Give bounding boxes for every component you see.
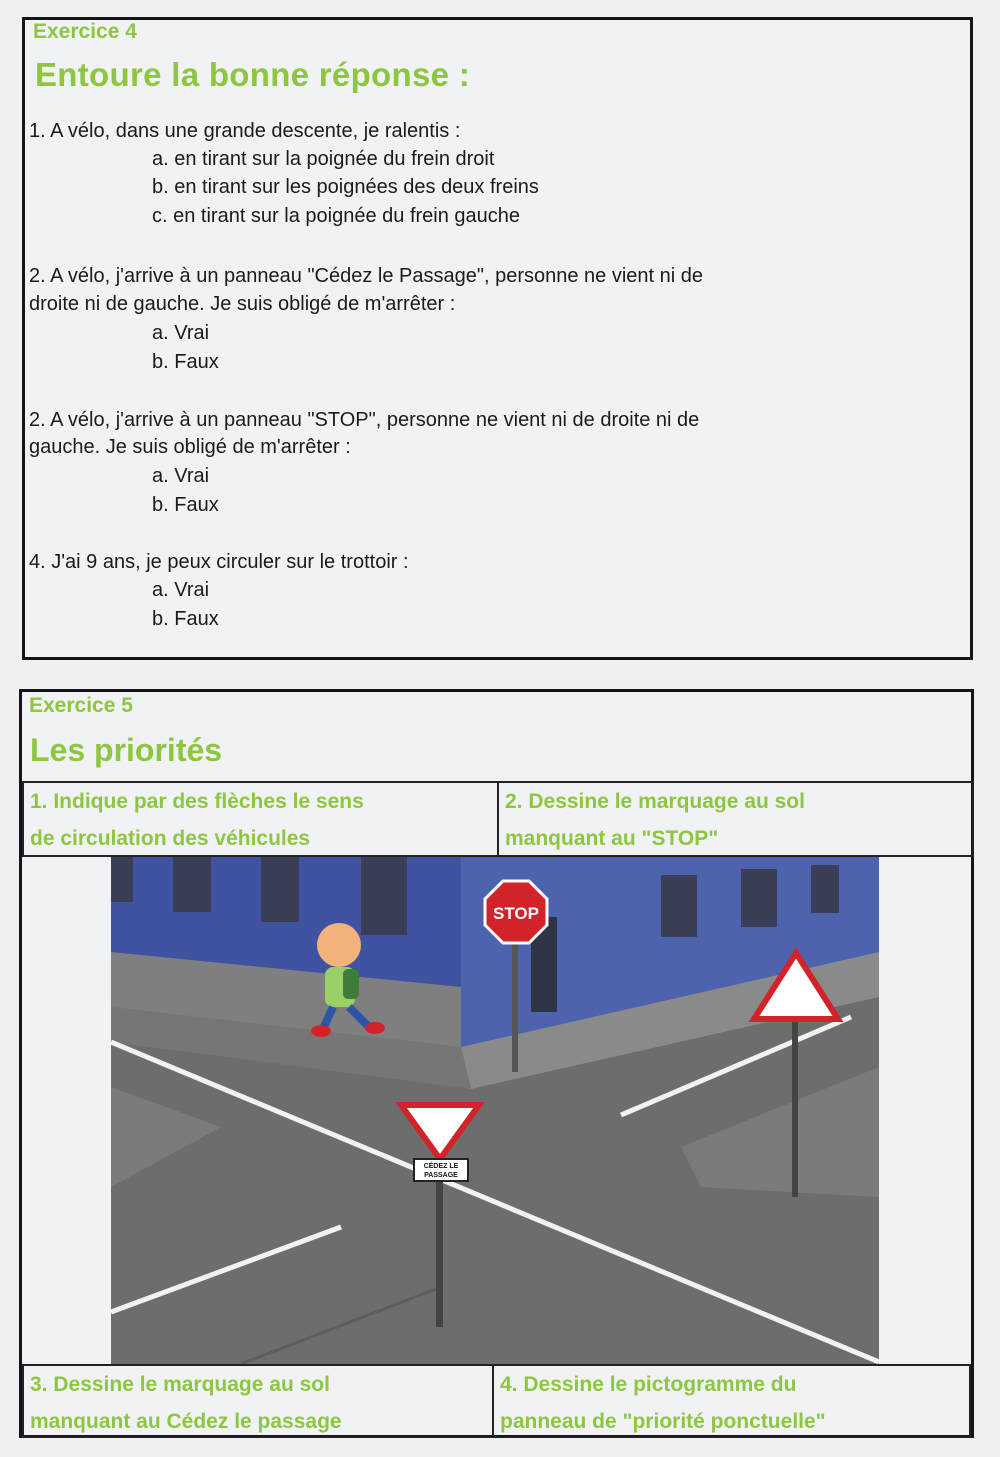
task-1-line-2: de circulation des véhicules xyxy=(30,827,311,850)
road-line-diagonal xyxy=(111,1042,879,1362)
question-1-option-c[interactable]: c. en tirant sur la poignée du frein gauche xyxy=(152,205,521,227)
task-1-cell xyxy=(22,781,499,857)
task-1-line-1: 1. Indique par des flèches le sens xyxy=(30,790,364,813)
question-1: 1. A vélo, dans une grande descente, je ralentis : xyxy=(29,120,461,142)
sidewalk-corner-left xyxy=(111,1087,221,1187)
question-4: 4. J'ai 9 ans, je peux circuler sur le trottoir : xyxy=(29,551,409,573)
exercise-5-title: Les priorités xyxy=(30,732,223,768)
exercise-4-title: Entoure la bonne réponse : xyxy=(35,56,471,93)
intersection-illustration[interactable] xyxy=(111,857,879,1364)
exercise-5-box xyxy=(19,689,974,1438)
intersection-scene xyxy=(111,857,879,1364)
question-2-line-1: 2. A vélo, j'arrive à un panneau "Cédez le Passage", personne ne vient ni de xyxy=(29,265,704,287)
question-3-option-b[interactable]: b. Faux xyxy=(152,494,219,516)
question-1-option-a[interactable]: a. en tirant sur la poignée du frein droit xyxy=(152,148,495,170)
task-2-cell xyxy=(497,781,974,857)
yield-plate-line-1: CÉDEZ LE xyxy=(423,1163,459,1170)
task-3-line-1: 3. Dessine le marquage au sol xyxy=(30,1373,330,1396)
question-3-line-1: 2. A vélo, j'arrive à un panneau "STOP", personne ne vient ni de droite ni de xyxy=(29,409,700,431)
question-3-option-a[interactable]: a. Vrai xyxy=(152,465,210,487)
task-4-line-1: 4. Dessine le pictogramme du xyxy=(500,1373,797,1396)
task-2-line-2: manquant au "STOP" xyxy=(505,827,719,850)
task-3-cell xyxy=(22,1364,494,1438)
task-4-cell xyxy=(492,1364,971,1438)
question-2-option-a[interactable]: a. Vrai xyxy=(152,322,210,344)
question-2-option-b[interactable]: b. Faux xyxy=(152,351,219,373)
question-2-line-2: droite ni de gauche. Je suis obligé de m'arrêter : xyxy=(29,293,456,315)
yield-plate-line-2: PASSAGE xyxy=(424,1172,458,1179)
exercise-5-label: Exercice 5 xyxy=(29,694,133,717)
task-3-line-2: manquant au Cédez le passage xyxy=(30,1410,342,1433)
exercise-4-box xyxy=(22,17,973,660)
road-line-left xyxy=(111,1227,341,1312)
stop-sign-text: STOP xyxy=(493,904,539,923)
sidewalk-corner-right xyxy=(681,1067,879,1197)
yield-sign-front xyxy=(401,1105,479,1327)
task-2-line-1: 2. Dessine le marquage au sol xyxy=(505,790,805,813)
question-1-option-b[interactable]: b. en tirant sur les poignées des deux freins xyxy=(152,176,539,198)
question-4-option-b[interactable]: b. Faux xyxy=(152,608,219,630)
question-3-line-2: gauche. Je suis obligé de m'arrêter : xyxy=(29,436,351,458)
question-4-option-a[interactable]: a. Vrai xyxy=(152,579,210,601)
task-4-line-2: panneau de "priorité ponctuelle" xyxy=(500,1410,826,1433)
exercise-4-label: Exercice 4 xyxy=(33,20,137,43)
